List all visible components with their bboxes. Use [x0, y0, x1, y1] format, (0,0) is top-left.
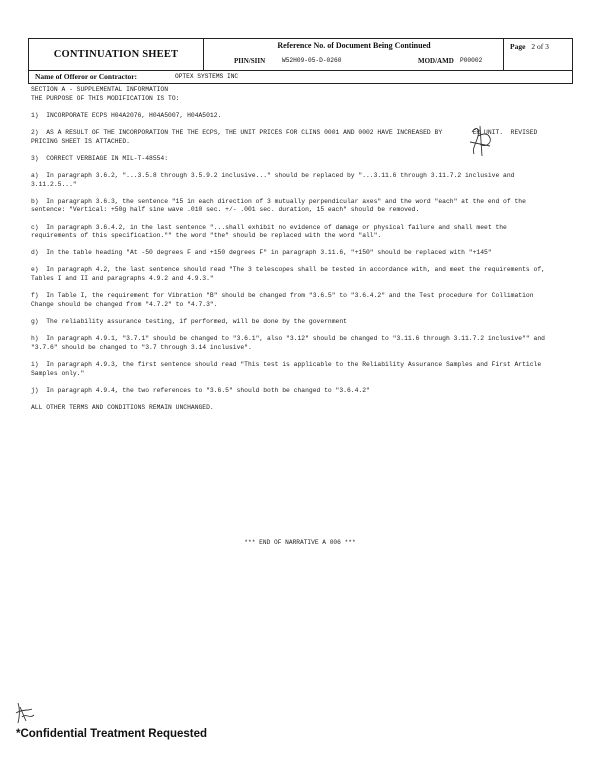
reference-cell — [204, 39, 504, 70]
continuation-header — [28, 38, 573, 71]
page-label: Page — [510, 42, 526, 51]
item-h-line-2: "3.7.6" should be changed to "3.7 through 3.14 inclusive". — [31, 343, 252, 351]
confidential-note: *Confidential Treatment Requested — [16, 728, 208, 740]
purpose-line: THE PURPOSE OF THIS MODIFICATION IS TO: — [31, 94, 180, 102]
item-e-line-1: e) In paragraph 4.2, the last sentence should read "The 3 telescopes shall be tested in accordance with, and meet the requirements of, — [31, 266, 545, 274]
item-j-line-1: j) In paragraph 4.9.4, the two references to "3.6.5" should both be changed to "3.6.4.2" — [31, 386, 370, 394]
item-f-line-2: Change should be changed from "4.7.2" to "4.7.3". — [31, 300, 218, 308]
item-a-line-1: a) In paragraph 3.6.2, "...3.5.8 through 3.5.9.2 inclusive..." should be replaced by "...3.11.6 through 3.11.7.2 inclusive and — [31, 171, 515, 179]
item-1: 1) INCORPORATE ECPS H04A2076, H04A5007, H04A5012. — [31, 111, 222, 119]
item-i-line-2: Samples only." — [31, 369, 85, 377]
item-e-line-2: Tables I and II and paragraphs 4.9.2 and 4.9.3." — [31, 275, 214, 283]
handwritten-initials-redaction-mark — [466, 124, 494, 158]
item-c-line-1: c) In paragraph 3.6.4.2, in the last sentence "...shall exhibit no evidence of damage or physical failure and shall meet the — [31, 223, 507, 231]
page-number: 2 — [531, 42, 536, 51]
item-d-line-1: d) In the table heading "At -50 degrees F and +150 degrees F" in paragraph 3.11.6, "+150" should be replaced with "+145" — [31, 249, 492, 257]
page-cell — [504, 39, 572, 70]
mod-label: MOD/AMD — [418, 57, 454, 65]
offeror-row — [28, 71, 573, 84]
reference-title: Reference No. of Document Being Continued — [277, 41, 431, 50]
item-2-line-2: PRICING SHEET IS ATTACHED. — [31, 137, 130, 145]
sheet-title: CONTINUATION SHEET — [53, 49, 179, 60]
item-b-line-2: sentence: "Vertical: +50g half sine wave .010 sec. +/- .001 sec. duration, 15 each" should be removed. — [31, 206, 420, 214]
closing-line: ALL OTHER TERMS AND CONDITIONS REMAIN UNCHANGED. — [31, 403, 214, 411]
page-of: of — [537, 42, 544, 51]
narrative-body — [31, 86, 579, 413]
item-h-line-1: h) In paragraph 4.9.1, "3.7.1" should be changed to "3.6.1", also "3.12" should be changed to "3.11.6 through 3.11.7.2 inclusive"" and — [31, 335, 545, 343]
item-i-line-1: i) In paragraph 4.9.3, the first sentence should read "This test is applicable to the Reliability Assurance Samples and First Article — [31, 361, 542, 368]
title-cell — [29, 39, 204, 70]
offeror-label: Name of Offeror or Contractor: — [35, 72, 138, 81]
page-total: 3 — [545, 42, 549, 51]
handwritten-initials-mark — [12, 699, 38, 725]
offeror-value: OPTEX SYSTEMS INC — [175, 73, 239, 80]
item-f-line-1: f) In Table I, the requirement for Vibration "B" should be changed from "3.6.5" to "3.6.4.2" and the Test procedure for Collimation — [31, 292, 534, 300]
item-3: 3) CORRECT VERBIAGE IN MIL-T-48554: — [31, 154, 169, 162]
item-a-line-2: 3.11.2.5..." — [31, 180, 77, 188]
end-of-narrative: *** END OF NARRATIVE A 006 *** — [244, 539, 356, 546]
piin-label: PIIN/SIIN — [234, 57, 266, 65]
section-heading: SECTION A - SUPPLEMENTAL INFORMATION — [31, 86, 169, 93]
page-indicator — [510, 42, 549, 51]
item-2-line-1: 2) AS A RESULT OF THE INCORPORATION THE THE ECPS, THE UNIT PRICES FOR CLINS 0001 AND 0002 HAVE INCREASED BY ER UNIT. REVISED — [31, 128, 538, 136]
item-b-line-1: b) In paragraph 3.6.3, the sentence "15 in each direction of 3 mutually perpendicular axes" and the word "each" at the end of the — [31, 197, 526, 205]
piin-value: W52H09-05-D-0260 — [282, 57, 342, 64]
mod-value: P00002 — [460, 57, 483, 64]
item-c-line-2: requirements of this specification."" the word "the" should be replaced with the word "all". — [31, 232, 382, 240]
item-g-line-1: g) The reliability assurance testing, if performed, will be done by the government — [31, 318, 347, 326]
